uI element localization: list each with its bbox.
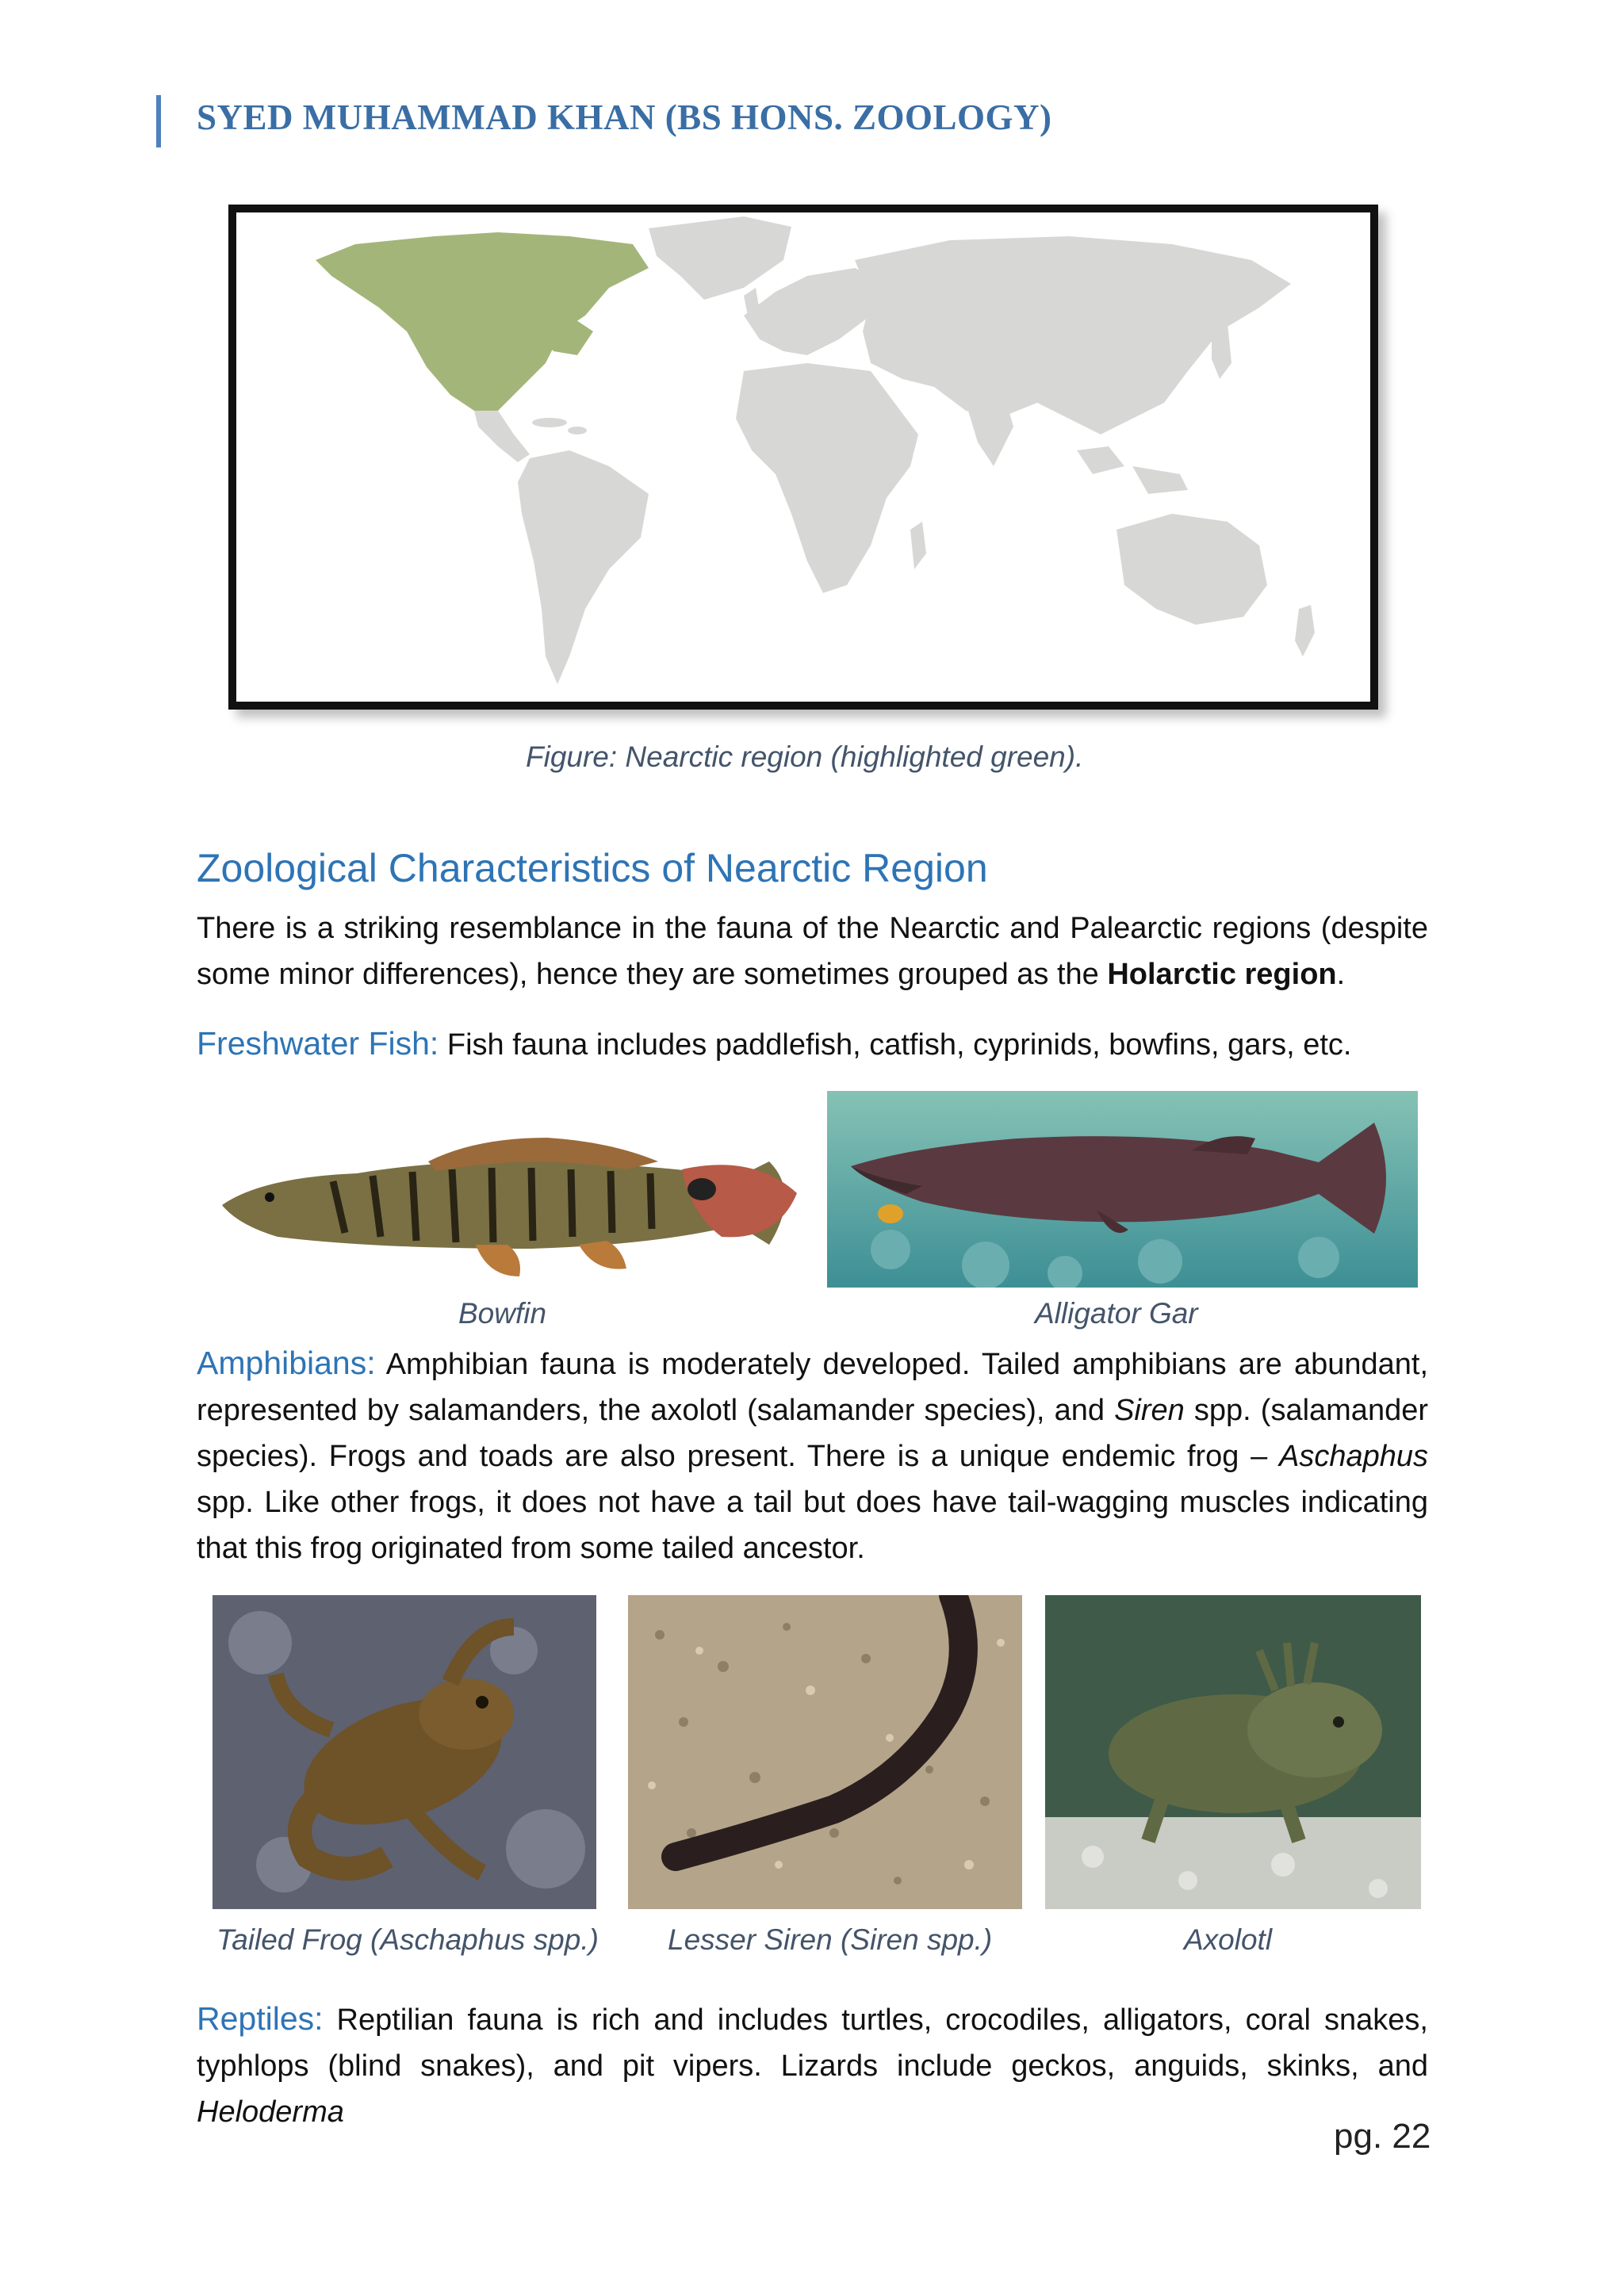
alligator-gar-caption: Alligator Gar [1035,1297,1198,1330]
holarctic-term: Holarctic region [1107,958,1337,991]
map-caption: Figure: Nearctic region (highlighted green). [526,740,1084,773]
amphibians-text-2: spp. (salamander species). Frogs and toads are also present. There is a unique endemic frog – [197,1394,1429,1473]
section-heading: Zoological Characteristics of Nearctic Region [197,846,988,890]
intro-text: There is a striking resemblance in the fauna of the Nearctic and Palearctic regions (despite some minor differences), hence they are sometimes grouped as the [197,912,1428,991]
header-accent-bar [156,95,161,147]
tailed-frog-caption: Tailed Frog (Aschaphus spp.) [216,1923,599,1956]
amphibians-label: Amphibians: [197,1345,376,1381]
axolotl-caption: Axolotl [1184,1923,1273,1956]
alligator-gar-photo [827,1091,1418,1288]
amphibians-text-3: spp. Like other frogs, it does not have a tail but does have tail-wagging muscles indicating that this frog originated from some tailed ancestor. [197,1486,1428,1565]
freshwater-fish-text: Fish fauna includes paddlefish, catfish, cyprinids, bowfins, gars, etc. [439,1028,1352,1062]
bowfin-caption: Bowfin [458,1297,547,1330]
heloderma-term: Heloderma [197,2095,344,2129]
amphibians-text-1: Amphibian fauna is moderately developed. Tailed amphibians are abundant, represented by salamanders, the axolotl (salamander species), and [197,1348,1428,1427]
header-title: SYED MUHAMMAD KHAN (BS HONS. ZOOLOGY) [197,98,1052,137]
intro-paragraph [197,905,1428,997]
freshwater-fish-label: Freshwater Fish: [197,1025,439,1062]
amphibians-paragraph [197,1340,1428,1571]
bowfin-photo [214,1106,802,1288]
freshwater-fish-paragraph [197,1020,1428,1068]
aschaphus-term: Aschaphus [1278,1440,1428,1473]
lesser-siren-photo [628,1595,1022,1909]
lesser-siren-caption: Lesser Siren (Siren spp.) [668,1923,993,1956]
intro-end: . [1336,958,1346,991]
reptiles-text: Reptilian fauna is rich and includes turtles, crocodiles, alligators, coral snakes, typhlops (blind snakes), and pit vipers. Lizards include geckos, anguids, skinks, and [197,2003,1428,2083]
axolotl-photo [1045,1595,1421,1909]
reptiles-paragraph [197,1996,1428,2135]
page-number: pg. 22 [1334,2117,1431,2156]
world-map-image [236,212,1370,702]
world-map-figure [228,205,1378,710]
tailed-frog-photo [213,1595,596,1909]
siren-term: Siren [1114,1394,1185,1427]
reptiles-label: Reptiles: [197,2000,324,2037]
